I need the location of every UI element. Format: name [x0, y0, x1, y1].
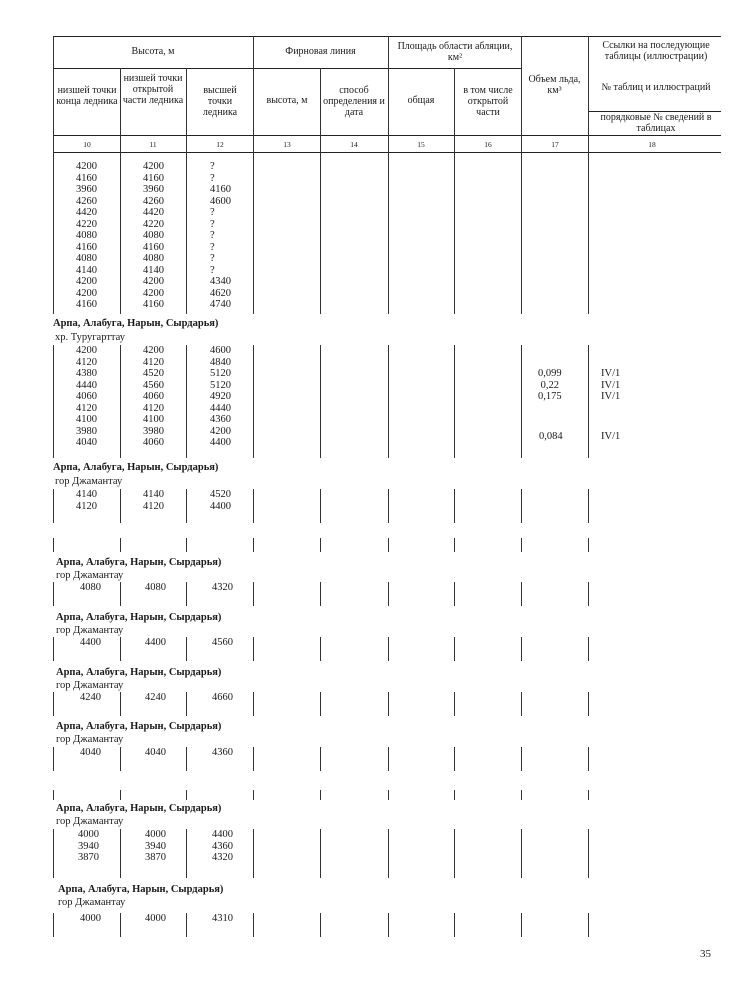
column-separator	[186, 489, 187, 523]
block7-col11: 4040	[145, 747, 166, 758]
block9-subtitle: гор Джамантау	[58, 897, 126, 908]
column-separator	[186, 345, 187, 458]
header-col17: Объем льда, км³	[528, 74, 581, 96]
column-separator	[454, 538, 455, 552]
column-separator	[320, 582, 321, 606]
column-separator	[320, 538, 321, 552]
block6-col11: 4240	[145, 692, 166, 703]
block8-col10: 4000 3940 3870	[78, 829, 99, 863]
block7-col12: 4360	[212, 747, 233, 758]
header-col10: низшей точки конца ледника	[56, 85, 118, 107]
block2-col10: 4200 4120 4380 4440 4060 4120 4100 3980 4040	[76, 345, 97, 448]
header-col14: способ определения и дата	[323, 85, 385, 118]
column-separator	[120, 692, 121, 716]
column-separator	[521, 538, 522, 552]
block3-col12: 4520 4400	[210, 489, 231, 512]
page-number: 35	[700, 948, 711, 960]
column-separator	[320, 345, 321, 458]
column-separator	[253, 489, 254, 523]
header-height-group: Высота, м	[131, 46, 175, 57]
column-number: 14	[350, 140, 358, 149]
column-separator	[186, 152, 187, 314]
block2-col17-a: 0,099 0,22 0,175	[538, 368, 562, 402]
block6-title: Арпа, Алабуга, Нарын, Сырдарья)	[56, 667, 222, 678]
header-divider	[120, 68, 121, 152]
column-separator	[454, 913, 455, 937]
block7-col10: 4040	[80, 747, 101, 758]
header-divider	[454, 68, 455, 152]
column-number: 11	[149, 140, 157, 149]
column-number-rule	[53, 152, 721, 153]
column-separator	[53, 345, 54, 458]
column-separator	[186, 637, 187, 661]
column-separator	[521, 345, 522, 458]
column-separator	[588, 692, 589, 716]
column-separator	[253, 913, 254, 937]
column-separator	[588, 582, 589, 606]
column-separator	[388, 790, 389, 800]
column-separator	[454, 637, 455, 661]
block2-title: Арпа, Алабуга, Нарын, Сырдарья)	[53, 318, 219, 329]
column-separator	[253, 538, 254, 552]
block8-subtitle: гор Джамантау	[56, 816, 124, 827]
block3-subtitle: гор Джамантау	[55, 476, 123, 487]
block5-title: Арпа, Алабуга, Нарын, Сырдарья)	[56, 612, 222, 623]
column-separator	[53, 538, 54, 552]
column-separator	[120, 637, 121, 661]
column-separator	[454, 345, 455, 458]
column-separator	[253, 790, 254, 800]
column-separator	[186, 790, 187, 800]
column-separator	[454, 747, 455, 771]
column-number: 17	[551, 140, 559, 149]
block3-col10: 4140 4120	[76, 489, 97, 512]
header-divider	[186, 68, 187, 152]
block2-col17-b: 0,084	[539, 431, 563, 442]
header-col15: общая	[407, 95, 435, 106]
column-separator	[521, 790, 522, 800]
column-separator	[588, 829, 589, 878]
column-separator	[320, 692, 321, 716]
column-separator	[588, 152, 589, 314]
column-separator	[53, 637, 54, 661]
column-separator	[454, 582, 455, 606]
block5-subtitle: гор Джамантау	[56, 625, 124, 636]
header-col11: низшей точки открытой части ледника	[122, 73, 184, 106]
block8-col11: 4000 3940 3870	[145, 829, 166, 863]
block2-subtitle: хр. Туругарттау	[55, 332, 126, 343]
column-separator	[588, 790, 589, 800]
block6-subtitle: гор Джамантау	[56, 680, 124, 691]
column-separator	[454, 489, 455, 523]
column-separator	[120, 913, 121, 937]
column-separator	[388, 538, 389, 552]
column-separator	[320, 747, 321, 771]
column-separator	[253, 692, 254, 716]
column-separator	[320, 637, 321, 661]
column-separator	[388, 747, 389, 771]
column-separator	[521, 829, 522, 878]
block4-subtitle: гор Джамантау	[56, 570, 124, 581]
column-separator	[320, 790, 321, 800]
column-separator	[120, 538, 121, 552]
column-number: 15	[417, 140, 425, 149]
column-separator	[253, 152, 254, 314]
column-separator	[53, 790, 54, 800]
block1-col12: ? ? 4160 4600 ? ? ? ? ? ? 4340 4620 4740	[210, 161, 231, 310]
column-separator	[253, 829, 254, 878]
block9-col12: 4310	[212, 913, 233, 924]
column-separator	[120, 747, 121, 771]
column-separator	[388, 152, 389, 314]
block7-subtitle: гор Джамантау	[56, 734, 124, 745]
column-separator	[253, 345, 254, 458]
block2-col18-b: IV/1	[601, 431, 621, 442]
header-ablation-group: Площадь области абляции, км²	[397, 41, 513, 63]
block4-col11: 4080	[145, 582, 166, 593]
header-divider	[388, 36, 389, 152]
column-separator	[53, 692, 54, 716]
block8-col12: 4400 4360 4320	[212, 829, 233, 863]
block7-title: Арпа, Алабуга, Нарын, Сырдарья)	[56, 721, 222, 732]
column-separator	[53, 747, 54, 771]
column-separator	[454, 790, 455, 800]
block2-col18-a: IV/1 IV/1 IV/1	[601, 368, 621, 402]
block9-col11: 4000	[145, 913, 166, 924]
column-separator	[454, 829, 455, 878]
column-separator	[120, 582, 121, 606]
column-separator	[186, 747, 187, 771]
block8-title: Арпа, Алабуга, Нарын, Сырдарья)	[56, 803, 222, 814]
column-separator	[588, 345, 589, 458]
column-number: 18	[648, 140, 656, 149]
column-separator	[521, 582, 522, 606]
column-separator	[388, 582, 389, 606]
block1-col10: 4200 4160 3960 4260 4420 4220 4080 4160 4080 4140 4200 4200 4160	[76, 161, 97, 310]
column-separator	[186, 913, 187, 937]
block5-col10: 4400	[80, 637, 101, 648]
column-separator	[120, 152, 121, 314]
header-divider	[521, 36, 522, 152]
column-separator	[53, 152, 54, 314]
column-separator	[388, 692, 389, 716]
column-separator	[120, 829, 121, 878]
column-separator	[521, 692, 522, 716]
block4-col10: 4080	[80, 582, 101, 593]
column-separator	[186, 538, 187, 552]
column-separator	[320, 489, 321, 523]
column-separator	[320, 152, 321, 314]
column-separator	[588, 913, 589, 937]
column-separator	[388, 829, 389, 878]
column-separator	[186, 582, 187, 606]
column-separator	[521, 913, 522, 937]
column-separator	[388, 345, 389, 458]
block3-title: Арпа, Алабуга, Нарын, Сырдарья)	[53, 462, 219, 473]
header-group-rule	[53, 68, 521, 69]
block4-title: Арпа, Алабуга, Нарын, Сырдарья)	[56, 557, 222, 568]
column-separator	[454, 152, 455, 314]
column-separator	[454, 692, 455, 716]
column-separator	[53, 582, 54, 606]
column-separator	[253, 582, 254, 606]
column-separator	[320, 913, 321, 937]
column-separator	[521, 637, 522, 661]
column-separator	[253, 637, 254, 661]
block9-title: Арпа, Алабуга, Нарын, Сырдарья)	[58, 884, 224, 895]
column-number: 10	[83, 140, 91, 149]
column-separator	[53, 829, 54, 878]
header-col18-top: Ссылки на последующие таблицы (иллюстрации)	[602, 40, 710, 62]
column-separator	[588, 489, 589, 523]
header-col13: высота, м	[266, 95, 308, 106]
column-separator	[53, 913, 54, 937]
column-separator	[588, 538, 589, 552]
header-bottom-rule	[53, 135, 721, 136]
column-separator	[388, 637, 389, 661]
block6-col12: 4660	[212, 692, 233, 703]
column-separator	[588, 637, 589, 661]
column-separator	[388, 913, 389, 937]
column-separator	[120, 489, 121, 523]
header-col18-mid: № таблиц и иллюстраций	[601, 82, 711, 93]
header-divider	[588, 36, 589, 152]
block5-col11: 4400	[145, 637, 166, 648]
block2-col12: 4600 4840 5120 5120 4920 4440 4360 4200 4400	[210, 345, 231, 448]
block5-col12: 4560	[212, 637, 233, 648]
header-top-rule	[53, 36, 721, 37]
column-separator	[521, 152, 522, 314]
header-col12: высшей точки ледника	[202, 85, 238, 118]
block4-col12: 4320	[212, 582, 233, 593]
block9-col10: 4000	[80, 913, 101, 924]
column-separator	[186, 692, 187, 716]
header-col16: в том числе открытой части	[463, 85, 513, 118]
header-divider	[320, 68, 321, 152]
column-separator	[320, 829, 321, 878]
header-firn-group: Фирновая линия	[285, 46, 356, 57]
header-col18-bot: порядковые № сведений в таблицах	[600, 112, 712, 134]
column-separator	[253, 747, 254, 771]
column-separator	[588, 747, 589, 771]
column-separator	[521, 747, 522, 771]
block6-col10: 4240	[80, 692, 101, 703]
block1-col11: 4200 4160 3960 4260 4420 4220 4080 4160 4080 4140 4200 4200 4160	[143, 161, 164, 310]
column-separator	[120, 345, 121, 458]
block3-col11: 4140 4120	[143, 489, 164, 512]
column-separator	[53, 489, 54, 523]
column-number: 13	[283, 140, 291, 149]
block2-col11: 4200 4120 4520 4560 4060 4120 4100 3980 4060	[143, 345, 164, 448]
column-number: 12	[216, 140, 224, 149]
column-separator	[521, 489, 522, 523]
column-separator	[186, 829, 187, 878]
column-separator	[388, 489, 389, 523]
column-number: 16	[484, 140, 492, 149]
column-separator	[120, 790, 121, 800]
